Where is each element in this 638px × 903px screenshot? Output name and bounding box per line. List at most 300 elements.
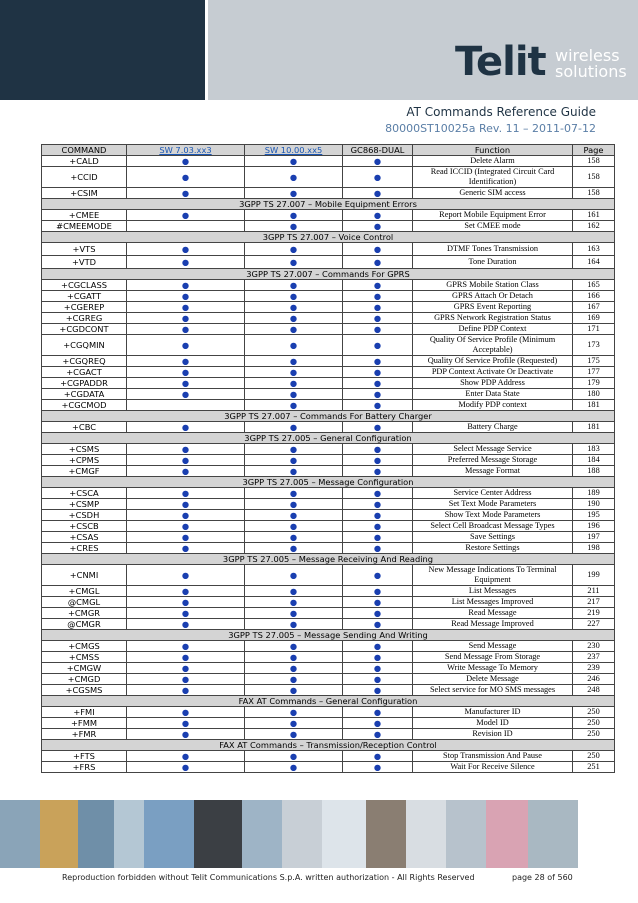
function-cell: List Messages [413, 586, 573, 597]
support-cell [245, 156, 343, 167]
page-cell: 180 [573, 389, 615, 400]
section-title: 3GPP TS 27.007 – Mobile Equipment Errors [42, 199, 615, 210]
bullet-icon: ● [289, 340, 298, 350]
support-cell [343, 335, 413, 356]
bullet-icon: ● [289, 313, 298, 323]
table-row [42, 356, 615, 367]
support-cell [245, 243, 343, 256]
bullet-icon: ● [289, 586, 298, 596]
page-cell: 251 [573, 762, 615, 773]
table-row [42, 729, 615, 740]
function-cell: Model ID [413, 718, 573, 729]
function-cell: Select service for MO SMS messages [413, 685, 573, 696]
bullet-icon: ● [181, 367, 190, 377]
support-cell [127, 313, 245, 324]
command-cell: +CGATT [42, 291, 127, 302]
page-cell: 167 [573, 302, 615, 313]
bullet-icon: ● [289, 356, 298, 366]
bullet-icon: ● [181, 156, 190, 166]
support-cell [127, 156, 245, 167]
table-row [42, 367, 615, 378]
bullet-icon: ● [373, 663, 382, 673]
bullet-icon: ● [373, 455, 382, 465]
bullet-icon: ● [181, 422, 190, 432]
support-cell [127, 256, 245, 269]
section-row [42, 696, 615, 707]
support-cell [343, 597, 413, 608]
support-cell [343, 565, 413, 586]
support-cell [127, 302, 245, 313]
page-cell: 196 [573, 521, 615, 532]
support-cell [343, 210, 413, 221]
bullet-icon: ● [373, 543, 382, 553]
photo-tile [366, 800, 406, 868]
support-cell [127, 652, 245, 663]
section-row [42, 433, 615, 444]
support-cell [343, 188, 413, 199]
support-cell [245, 466, 343, 477]
table-row [42, 597, 615, 608]
page-cell: 227 [573, 619, 615, 630]
bullet-icon: ● [289, 510, 298, 520]
table-row [42, 663, 615, 674]
table-row [42, 543, 615, 554]
support-cell [343, 729, 413, 740]
support-cell [127, 400, 245, 411]
command-cell: +CRES [42, 543, 127, 554]
page-cell: 189 [573, 488, 615, 499]
bullet-icon: ● [181, 257, 190, 267]
bullet-icon: ● [373, 280, 382, 290]
support-cell [245, 324, 343, 335]
function-cell: Enter Data State [413, 389, 573, 400]
header-dark-panel [0, 0, 205, 100]
command-cell: +CMGS [42, 641, 127, 652]
function-cell: Select Cell Broadcast Message Types [413, 521, 573, 532]
command-cell: +CMGF [42, 466, 127, 477]
function-cell: GPRS Network Registration Status [413, 313, 573, 324]
function-cell: Send Message [413, 641, 573, 652]
bullet-icon: ● [373, 221, 382, 231]
bullet-icon: ● [373, 521, 382, 531]
bullet-icon: ● [289, 172, 298, 182]
support-cell [245, 652, 343, 663]
function-cell: GPRS Mobile Station Class [413, 280, 573, 291]
support-cell [127, 707, 245, 718]
command-cell: +CGDATA [42, 389, 127, 400]
bullet-icon: ● [289, 455, 298, 465]
photo-tile [528, 800, 578, 868]
support-cell [343, 378, 413, 389]
support-cell [245, 586, 343, 597]
bullet-icon: ● [373, 762, 382, 772]
page-cell: 188 [573, 466, 615, 477]
page-cell: 250 [573, 729, 615, 740]
page-cell: 175 [573, 356, 615, 367]
function-cell: Select Message Service [413, 444, 573, 455]
command-cell: +VTS [42, 243, 127, 256]
page-cell: 219 [573, 608, 615, 619]
support-cell [343, 586, 413, 597]
col-header-function: Function [413, 145, 573, 156]
function-cell: Restore Settings [413, 543, 573, 554]
section-title: 3GPP TS 27.005 – Message Configuration [42, 477, 615, 488]
command-cell: +CGDCONT [42, 324, 127, 335]
support-cell [245, 641, 343, 652]
support-cell [343, 167, 413, 188]
support-cell [127, 619, 245, 630]
table-row [42, 256, 615, 269]
footer-photo-strip [0, 800, 638, 868]
bullet-icon: ● [181, 291, 190, 301]
command-cell: +CMGL [42, 586, 127, 597]
support-cell [343, 543, 413, 554]
support-cell [245, 565, 343, 586]
table-row [42, 586, 615, 597]
page-cell: 198 [573, 543, 615, 554]
page-cell: 250 [573, 751, 615, 762]
support-cell [127, 674, 245, 685]
support-cell [245, 367, 343, 378]
function-cell: Manufacturer ID [413, 707, 573, 718]
support-cell [127, 663, 245, 674]
page-cell: 248 [573, 685, 615, 696]
support-cell [343, 532, 413, 543]
function-cell: List Messages Improved [413, 597, 573, 608]
support-cell [343, 280, 413, 291]
bullet-icon: ● [181, 499, 190, 509]
table-row [42, 532, 615, 543]
support-cell [245, 521, 343, 532]
support-cell [127, 565, 245, 586]
bullet-icon: ● [181, 466, 190, 476]
page-number: page 28 of 560 [512, 873, 573, 882]
support-cell [343, 521, 413, 532]
support-cell [343, 751, 413, 762]
section-row [42, 477, 615, 488]
function-cell: Set Text Mode Parameters [413, 499, 573, 510]
bullet-icon: ● [289, 244, 298, 254]
support-cell [245, 718, 343, 729]
support-cell [127, 510, 245, 521]
support-cell [343, 619, 413, 630]
support-cell [343, 400, 413, 411]
support-cell [245, 422, 343, 433]
bullet-icon: ● [289, 466, 298, 476]
bullet-icon: ● [373, 313, 382, 323]
table-row [42, 324, 615, 335]
table-row [42, 335, 615, 356]
page-cell: 162 [573, 221, 615, 232]
table-row [42, 762, 615, 773]
bullet-icon: ● [181, 302, 190, 312]
support-cell [127, 608, 245, 619]
bullet-icon: ● [373, 641, 382, 651]
photo-tile [486, 800, 528, 868]
function-cell: Delete Alarm [413, 156, 573, 167]
bullet-icon: ● [181, 172, 190, 182]
support-cell [245, 707, 343, 718]
command-table [41, 144, 615, 773]
bullet-icon: ● [181, 619, 190, 629]
bullet-icon: ● [289, 685, 298, 695]
bullet-icon: ● [373, 674, 382, 684]
function-cell: GPRS Attach Or Detach [413, 291, 573, 302]
bullet-icon: ● [181, 488, 190, 498]
function-cell: Define PDP Context [413, 324, 573, 335]
support-cell [245, 543, 343, 554]
bullet-icon: ● [373, 499, 382, 509]
support-cell [127, 389, 245, 400]
bullet-icon: ● [289, 389, 298, 399]
bullet-icon: ● [373, 751, 382, 761]
support-cell [127, 378, 245, 389]
section-row [42, 630, 615, 641]
bullet-icon: ● [289, 488, 298, 498]
bullet-icon: ● [181, 570, 190, 580]
page-cell: 250 [573, 707, 615, 718]
function-cell: Tone Duration [413, 256, 573, 269]
support-cell [245, 302, 343, 313]
support-cell [343, 256, 413, 269]
support-cell [127, 455, 245, 466]
support-cell [343, 466, 413, 477]
support-cell [343, 291, 413, 302]
support-cell [343, 221, 413, 232]
bullet-icon: ● [181, 608, 190, 618]
command-cell: @CMGL [42, 597, 127, 608]
support-cell [127, 466, 245, 477]
support-cell [245, 608, 343, 619]
bullet-icon: ● [373, 389, 382, 399]
bullet-icon: ● [181, 324, 190, 334]
table-row [42, 302, 615, 313]
support-cell [245, 210, 343, 221]
logo-tagline [555, 48, 627, 80]
page-cell: 177 [573, 367, 615, 378]
bullet-icon: ● [373, 510, 382, 520]
command-cell: +CSCA [42, 488, 127, 499]
support-cell [245, 729, 343, 740]
table-row [42, 510, 615, 521]
section-title: 3GPP TS 27.005 – General Configuration [42, 433, 615, 444]
support-cell [245, 378, 343, 389]
table-row [42, 499, 615, 510]
page-cell: 171 [573, 324, 615, 335]
support-cell [127, 210, 245, 221]
table-row [42, 751, 615, 762]
bullet-icon: ● [373, 172, 382, 182]
page-cell: 165 [573, 280, 615, 291]
photo-tile [282, 800, 322, 868]
support-cell [127, 291, 245, 302]
page-cell: 158 [573, 167, 615, 188]
table-row [42, 674, 615, 685]
bullet-icon: ● [289, 718, 298, 728]
bullet-icon: ● [289, 400, 298, 410]
page-cell: 211 [573, 586, 615, 597]
function-cell: Stop Transmission And Pause [413, 751, 573, 762]
bullet-icon: ● [289, 280, 298, 290]
support-cell [127, 243, 245, 256]
support-cell [245, 619, 343, 630]
bullet-icon: ● [181, 313, 190, 323]
command-cell: +CBC [42, 422, 127, 433]
page-cell: 197 [573, 532, 615, 543]
col-header-sw703[interactable]: SW 7.03.xx3 [127, 145, 245, 156]
support-cell [343, 685, 413, 696]
bullet-icon: ● [289, 619, 298, 629]
doc-title: AT Commands Reference Guide [406, 105, 596, 119]
support-cell [245, 663, 343, 674]
section-row [42, 411, 615, 422]
support-cell [343, 674, 413, 685]
bullet-icon: ● [373, 729, 382, 739]
bullet-icon: ● [373, 210, 382, 220]
page-cell: 166 [573, 291, 615, 302]
command-cell: +CSMS [42, 444, 127, 455]
bullet-icon: ● [373, 324, 382, 334]
table-row [42, 210, 615, 221]
bullet-icon: ● [373, 619, 382, 629]
support-cell [127, 356, 245, 367]
bullet-icon: ● [289, 608, 298, 618]
support-cell [127, 280, 245, 291]
support-cell [127, 488, 245, 499]
support-cell [343, 499, 413, 510]
photo-tile [446, 800, 486, 868]
support-cell [245, 280, 343, 291]
bullet-icon: ● [289, 597, 298, 607]
support-cell [343, 510, 413, 521]
function-cell: Read Message [413, 608, 573, 619]
support-cell [245, 291, 343, 302]
support-cell [343, 422, 413, 433]
bullet-icon: ● [289, 291, 298, 301]
support-cell [245, 532, 343, 543]
bullet-icon: ● [373, 367, 382, 377]
page-cell: 161 [573, 210, 615, 221]
logo-text: Telit [455, 39, 546, 85]
function-cell: Set CMEE mode [413, 221, 573, 232]
command-cell: +CGQREQ [42, 356, 127, 367]
function-cell: Delete Message [413, 674, 573, 685]
support-cell [127, 422, 245, 433]
bullet-icon: ● [181, 543, 190, 553]
section-row [42, 269, 615, 280]
logo-tagline-line2: solutions [555, 62, 627, 81]
page-cell: 164 [573, 256, 615, 269]
bullet-icon: ● [181, 340, 190, 350]
support-cell [245, 389, 343, 400]
function-cell: Service Center Address [413, 488, 573, 499]
section-title: 3GPP TS 27.007 – Commands For Battery Charger [42, 411, 615, 422]
command-cell: +CPMS [42, 455, 127, 466]
support-cell [127, 521, 245, 532]
command-cell: +CGREG [42, 313, 127, 324]
function-cell: New Message Indications To Terminal Equipment [413, 565, 573, 586]
bullet-icon: ● [181, 444, 190, 454]
support-cell [343, 663, 413, 674]
footer-notice: Reproduction forbidden without Telit Communications S.p.A. written authorization - All Rights Reserved [62, 873, 475, 882]
page-cell: 195 [573, 510, 615, 521]
function-cell: Wait For Receive Silence [413, 762, 573, 773]
function-cell: Save Settings [413, 532, 573, 543]
bullet-icon: ● [181, 356, 190, 366]
bullet-icon: ● [181, 707, 190, 717]
command-cell: +CGEREP [42, 302, 127, 313]
page-cell: 181 [573, 400, 615, 411]
support-cell [127, 641, 245, 652]
table-row [42, 455, 615, 466]
col-header-sw1000[interactable]: SW 10.00.xx5 [245, 145, 343, 156]
command-cell: +CGCMOD [42, 400, 127, 411]
bullet-icon: ● [181, 729, 190, 739]
command-cell: +CMGR [42, 608, 127, 619]
page-cell: 246 [573, 674, 615, 685]
page-cell: 158 [573, 188, 615, 199]
support-cell [127, 367, 245, 378]
table-row [42, 619, 615, 630]
bullet-icon: ● [289, 532, 298, 542]
bullet-icon: ● [289, 210, 298, 220]
bullet-icon: ● [181, 762, 190, 772]
bullet-icon: ● [181, 188, 190, 198]
support-cell [127, 586, 245, 597]
bullet-icon: ● [289, 751, 298, 761]
photo-tile [144, 800, 194, 868]
page-cell: 173 [573, 335, 615, 356]
command-cell: +CALD [42, 156, 127, 167]
page-cell: 250 [573, 718, 615, 729]
table-row [42, 291, 615, 302]
section-row [42, 232, 615, 243]
support-cell [127, 167, 245, 188]
bullet-icon: ● [373, 156, 382, 166]
page-cell: 183 [573, 444, 615, 455]
page-cell: 237 [573, 652, 615, 663]
function-cell: Read ICCID (Integrated Circuit Card Identification) [413, 167, 573, 188]
bullet-icon: ● [373, 302, 382, 312]
support-cell [343, 156, 413, 167]
photo-tile [322, 800, 366, 868]
command-cell: +FMI [42, 707, 127, 718]
support-cell [343, 324, 413, 335]
support-cell [245, 188, 343, 199]
function-cell: DTMF Tones Transmission [413, 243, 573, 256]
page-cell: 181 [573, 422, 615, 433]
col-header-command: COMMAND [42, 145, 127, 156]
function-cell: Quality Of Service Profile (Requested) [413, 356, 573, 367]
function-cell: PDP Context Activate Or Deactivate [413, 367, 573, 378]
bullet-icon: ● [181, 586, 190, 596]
command-cell: +CGQMIN [42, 335, 127, 356]
bullet-icon: ● [289, 674, 298, 684]
command-cell: +CGPADDR [42, 378, 127, 389]
section-title: FAX AT Commands – General Configuration [42, 696, 615, 707]
bullet-icon: ● [181, 510, 190, 520]
bullet-icon: ● [181, 751, 190, 761]
table-row [42, 521, 615, 532]
bullet-icon: ● [373, 291, 382, 301]
bullet-icon: ● [373, 340, 382, 350]
support-cell [245, 762, 343, 773]
support-cell [127, 335, 245, 356]
support-cell [245, 167, 343, 188]
support-cell [343, 707, 413, 718]
table-row [42, 707, 615, 718]
command-cell: +CSMP [42, 499, 127, 510]
